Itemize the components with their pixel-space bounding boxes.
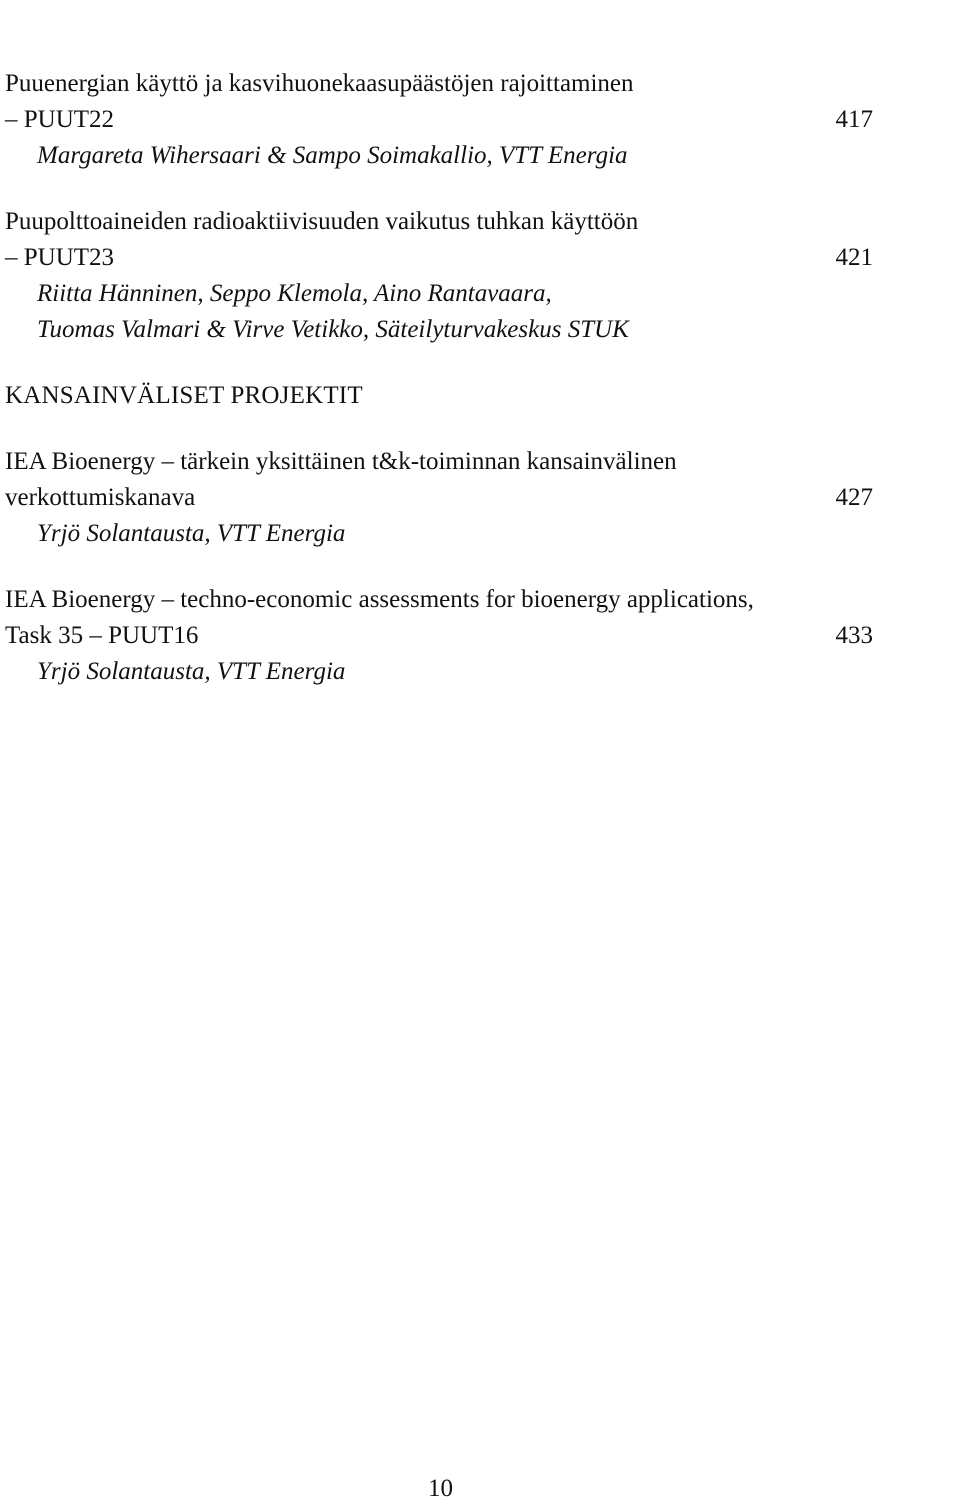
entry-authors: Yrjö Solantausta, VTT Energia — [37, 520, 346, 547]
entry-title: Puuenergian käyttö ja kasvihuonekaasupäästöjen rajoittaminen — [5, 70, 634, 97]
toc-entry — [5, 204, 873, 348]
toc-entry — [5, 444, 873, 552]
entry-authors: Yrjö Solantausta, VTT Energia — [37, 658, 346, 685]
entry-page-number: 433 — [835, 622, 873, 649]
entry-code: Task 35 – PUUT16 — [5, 622, 199, 649]
entry-title: IEA Bioenergy – techno-economic assessments for bioenergy applications, — [5, 586, 754, 613]
entry-page-number: 417 — [835, 106, 873, 133]
entry-code: verkottumiskanava — [5, 484, 196, 511]
entry-page-number: 421 — [835, 244, 873, 271]
table-of-contents — [5, 66, 873, 690]
toc-entry — [5, 582, 873, 690]
entry-title: IEA Bioenergy – tärkein yksittäinen t&k-toiminnan kansainvälinen — [5, 448, 677, 475]
entry-title-row — [5, 618, 873, 654]
entry-title-row — [5, 240, 873, 276]
entry-title-row — [5, 102, 873, 138]
entry-title: Puupolttoaineiden radioaktiivisuuden vaikutus tuhkan käyttöön — [5, 208, 639, 235]
page-number: 10 — [428, 1475, 453, 1502]
section-heading: KANSAINVÄLISET PROJEKTIT — [5, 382, 363, 409]
entry-page-number: 427 — [835, 484, 873, 511]
entry-authors: Tuomas Valmari & Virve Vetikko, Säteilyturvakeskus STUK — [37, 316, 629, 343]
toc-entry — [5, 66, 873, 174]
entry-authors: Margareta Wihersaari & Sampo Soimakallio, VTT Energia — [37, 142, 628, 169]
entry-authors: Riitta Hänninen, Seppo Klemola, Aino Rantavaara, — [37, 280, 552, 307]
entry-code: – PUUT23 — [5, 244, 115, 271]
entry-title-row — [5, 480, 873, 516]
entry-code: – PUUT22 — [5, 106, 115, 133]
